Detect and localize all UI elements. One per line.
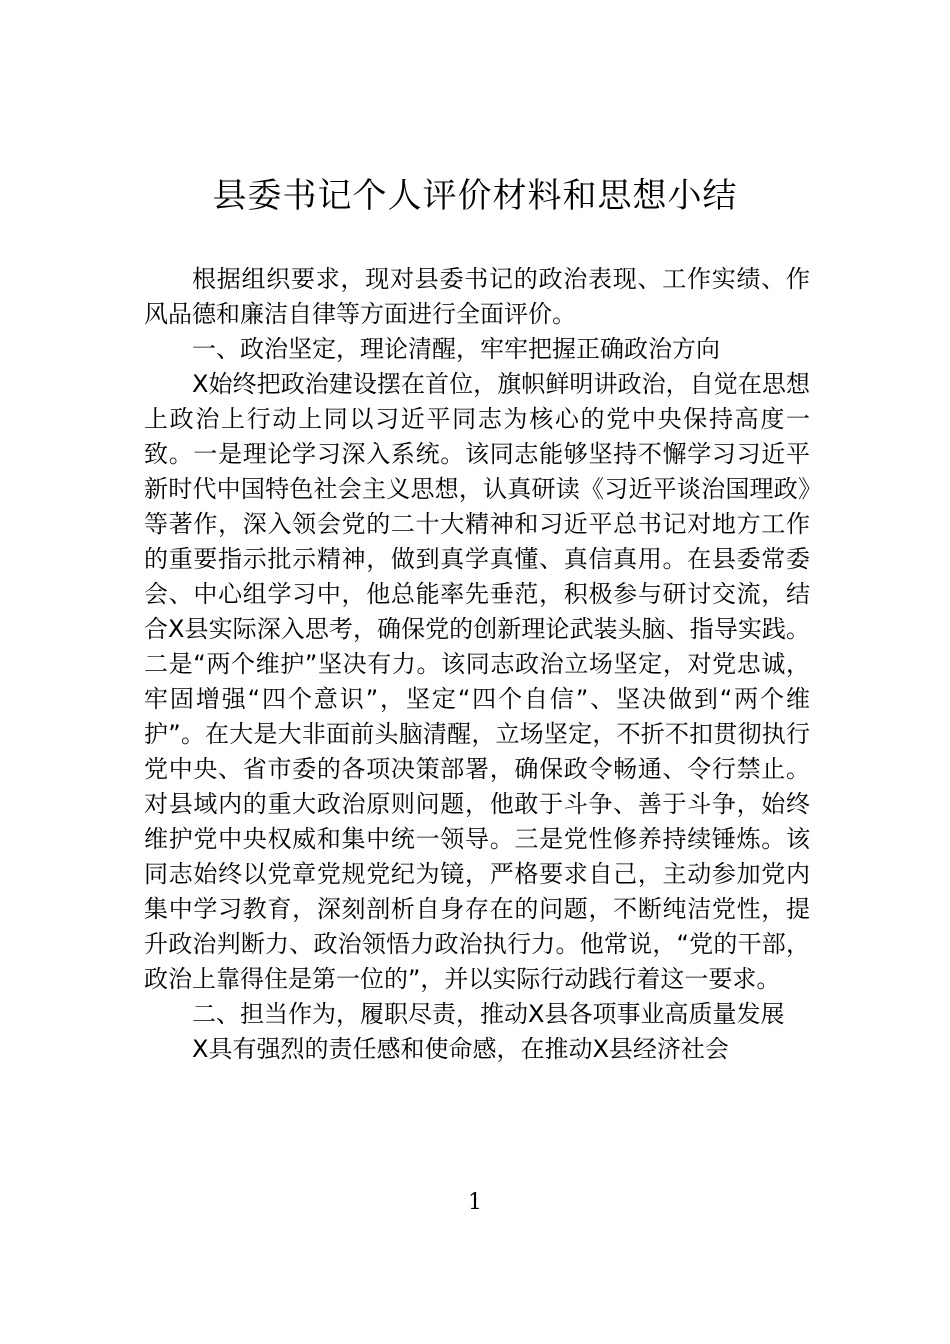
document-body — [144, 262, 810, 1067]
section-1-paragraph: X始终把政治建设摆在首位，旗帜鲜明讲政治，自觉在思想上政治上行动上同以习近平同志为核心的党中央保持高度一致。一是理论学习深入系统。该同志能够坚持不懈学习习近平新时代中国特色社会主义思想，认真研读《习近平谈治国理政》等著作，深入领会党的二十大精神和习近平总书记对地方工作的重要指示批示精神，做到真学真懂、真信真用。在县委常委会、中心组学习中，他总能率先垂范，积极参与研讨交流，结合X县实际深入思考，确保党的创新理论武装头脑、指导实践。二是“两个维护”坚决有力。该同志政治立场坚定，对党忠诚，牢固增强“四个意识”，坚定“四个自信”、坚决做到“两个维护”。在大是大非面前头脑清醒，立场坚定，不折不扣贯彻执行党中央、省市委的各项决策部署，确保政令畅通、令行禁止。对县域内的重大政治原则问题，他敢于斗争、善于斗争，始终维护党中央权威和集中统一领导。三是党性修养持续锤炼。该同志始终以党章党规党纪为镜，严格要求自己，主动参加党内集中学习教育，深刻剖析自身存在的问题，不断纯洁党性，提升政治判断力、政治领悟力政治执行力。他常说，“党的干部，政治上靠得住是第一位的”，并以实际行动践行着这一要求。 — [144, 370, 810, 993]
page-number: 1 — [468, 1190, 482, 1215]
section-2-paragraph: X具有强烈的责任感和使命感，在推动X县经济社会 — [192, 1035, 729, 1063]
document-title: 县委书记个人评价材料和思想小结 — [212, 176, 738, 216]
section-heading-2: 二、担当作为，履职尽责，推动X县各项事业高质量发展 — [192, 1000, 785, 1028]
intro-paragraph: 根据组织要求，现对县委书记的政治表现、工作实绩、作风品德和廉洁自律等方面进行全面评价。 — [144, 265, 810, 328]
section-heading-1: 一、政治坚定，理论清醒，牢牢把握正确政治方向 — [192, 335, 720, 363]
